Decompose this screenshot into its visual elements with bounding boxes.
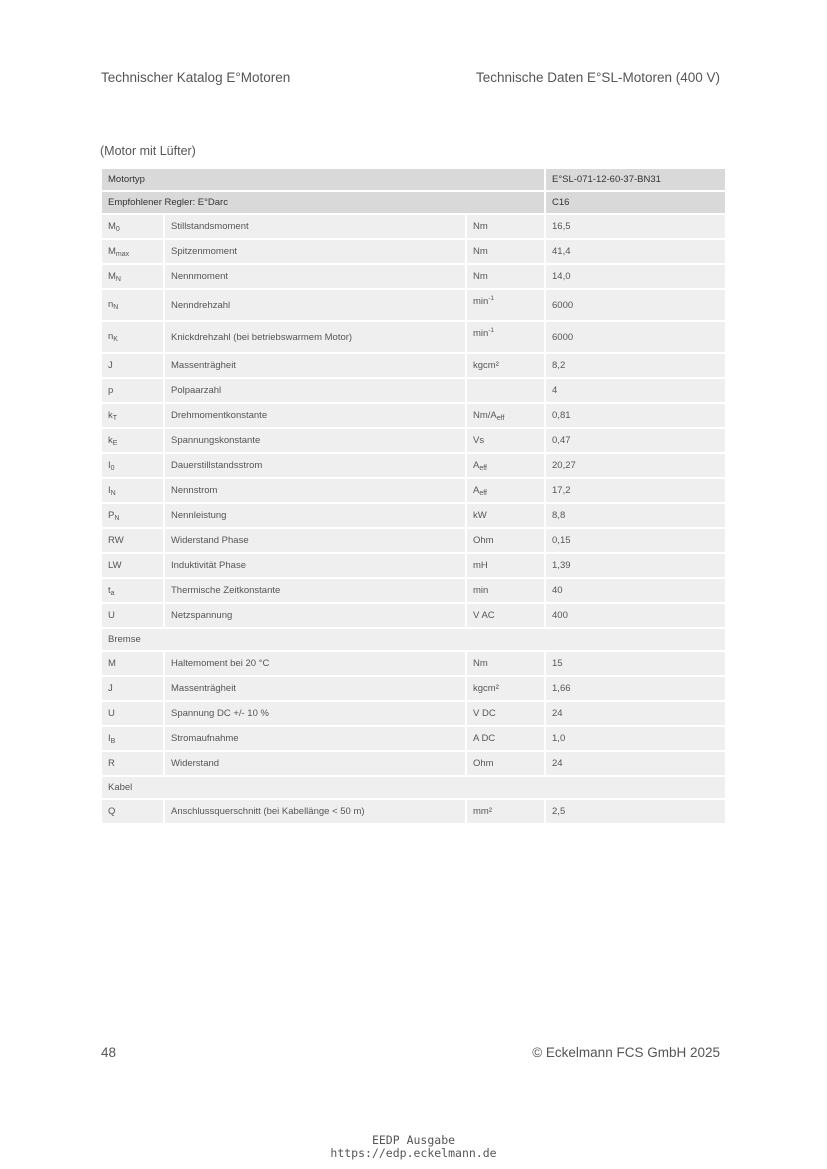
symbol: Q [108,806,116,817]
description-cell: Anschlussquerschnitt (bei Kabellänge < 50 m) [164,799,466,824]
description-cell: Polpaarzahl [164,378,466,403]
description-cell: Stromaufnahme [164,726,466,751]
header-catalog-title: Technischer Katalog E°Motoren [101,70,291,85]
symbol-subscript: N [110,489,116,497]
symbol: p [108,385,114,396]
edition-url: https://edp.eckelmann.de [330,1146,497,1160]
table-row [101,428,726,453]
value-cell: 20,27 [545,453,726,478]
symbol-cell [101,799,164,824]
unit-cell [466,264,545,289]
value-cell: 14,0 [545,264,726,289]
description-cell: Spannungskonstante [164,428,466,453]
unit-cell [466,528,545,553]
unit-cell [466,403,545,428]
motor-type-label: Motortyp [101,168,545,191]
symbol: k [108,409,113,421]
unit: Nm [473,246,488,257]
unit: A [473,484,480,496]
value-cell: 1,0 [545,726,726,751]
value-cell: 1,66 [545,676,726,701]
unit-cell [466,701,545,726]
unit: min [473,328,489,339]
unit: Nm [473,658,488,669]
unit: A DC [473,733,496,744]
unit: mH [473,560,488,571]
value-cell: 40 [545,578,726,603]
motor-spec-table [100,167,727,825]
description-cell: Thermische Zeitkonstante [164,578,466,603]
value-cell: 41,4 [545,239,726,264]
value-cell: 1,39 [545,553,726,578]
table-row [101,578,726,603]
controller-value: C16 [545,191,726,214]
description-cell: Nenndrehzahl [164,289,466,321]
value-cell: 4 [545,378,726,403]
table-row [101,751,726,776]
symbol: RW [108,535,124,546]
table-row [101,453,726,478]
section-row [101,776,726,799]
description-cell: Nennleistung [164,503,466,528]
table-row [101,403,726,428]
unit: min [473,585,489,596]
table-row [101,726,726,751]
symbol-cell [101,578,164,603]
table-row [101,676,726,701]
section-row [101,628,726,651]
symbol-subscript: T [112,414,118,422]
unit-cell [466,353,545,378]
symbol-cell [101,378,164,403]
unit: V AC [473,610,495,621]
unit-superscript: -1 [488,327,495,334]
description-cell: Massenträgheit [164,676,466,701]
table-row [101,214,726,239]
symbol-cell [101,751,164,776]
symbol-cell [101,264,164,289]
unit: mm² [473,806,492,817]
spec-table-body [101,168,726,824]
symbol-cell [101,503,164,528]
symbol-subscript: max [115,250,130,258]
description-cell: Stillstandsmoment [164,214,466,239]
controller-row [101,191,726,214]
symbol: U [108,708,115,719]
description-cell: Spitzenmoment [164,239,466,264]
symbol-cell [101,353,164,378]
symbol-cell [101,478,164,503]
symbol-cell [101,289,164,321]
value-cell: 0,81 [545,403,726,428]
table-row [101,378,726,403]
symbol: U [108,610,115,621]
symbol: P [108,509,115,521]
unit-cell [466,321,545,353]
table-row [101,239,726,264]
value-cell: 0,15 [545,528,726,553]
value-cell: 6000 [545,289,726,321]
symbol-cell [101,676,164,701]
unit-cell [466,239,545,264]
symbol-subscript: a [110,589,115,597]
unit: kgcm² [473,360,499,371]
symbol-cell [101,701,164,726]
unit: A [473,459,480,471]
symbol: M [108,245,116,257]
unit-cell [466,428,545,453]
symbol: I [108,459,111,471]
symbol: I [108,484,111,496]
unit-cell [466,651,545,676]
symbol-subscript: K [113,336,118,343]
description-cell: Knickdrehzahl (bei betriebswarmem Motor) [164,321,466,353]
table-row [101,353,726,378]
symbol-subscript: 0 [115,225,120,233]
table-row [101,289,726,321]
unit-cell [466,478,545,503]
unit: Ohm [473,758,494,769]
description-cell: Netzspannung [164,603,466,628]
unit-cell [466,676,545,701]
description-cell: Massenträgheit [164,353,466,378]
unit: Nm/A [473,409,497,421]
symbol-cell [101,239,164,264]
symbol: n [108,299,114,310]
symbol-cell [101,528,164,553]
symbol-cell [101,214,164,239]
copyright: © Eckelmann FCS GmbH 2025 [532,1045,720,1060]
table-row [101,799,726,824]
value-cell: 6000 [545,321,726,353]
controller-label: Empfohlener Regler: E°Darc [101,191,545,214]
description-cell: Drehmomentkonstante [164,403,466,428]
unit: Ohm [473,535,494,546]
unit-cell [466,726,545,751]
symbol-cell [101,726,164,751]
symbol: t [108,584,111,596]
symbol-cell [101,321,164,353]
edition-stamp: EEDP Ausgabe [371,1133,456,1147]
unit-cell [466,799,545,824]
symbol-subscript: E [112,439,118,447]
value-cell: 24 [545,701,726,726]
symbol-cell [101,453,164,478]
description-cell: Dauerstillstandsstrom [164,453,466,478]
unit-cell [466,289,545,321]
unit-cell [466,378,545,403]
value-cell: 17,2 [545,478,726,503]
value-cell: 15 [545,651,726,676]
table-row [101,553,726,578]
table-row [101,528,726,553]
table-row [101,603,726,628]
motor-type-value: E°SL-071-12-60-37-BN31 [545,168,726,191]
table-row [101,701,726,726]
description-cell: Induktivität Phase [164,553,466,578]
symbol-cell [101,553,164,578]
symbol-subscript: 0 [110,464,115,472]
symbol: M [108,270,116,282]
symbol: n [108,331,114,342]
value-cell: 16,5 [545,214,726,239]
value-cell: 8,2 [545,353,726,378]
description-cell: Nennstrom [164,478,466,503]
section-label: Kabel [101,776,726,799]
symbol: I [108,732,111,744]
unit: V DC [473,708,496,719]
unit-cell [466,751,545,776]
page-number: 48 [101,1045,117,1060]
unit-subscript: eff [479,464,487,472]
unit-cell [466,453,545,478]
table-row [101,264,726,289]
symbol: k [108,434,113,446]
symbol: J [108,683,113,694]
unit-cell [466,578,545,603]
unit-cell [466,214,545,239]
unit: kW [473,510,487,521]
symbol-cell [101,603,164,628]
symbol-cell [101,428,164,453]
symbol-cell [101,651,164,676]
motor-type-row [101,168,726,191]
symbol: M [108,658,116,669]
value-cell: 400 [545,603,726,628]
table-caption: (Motor mit Lüfter) [100,144,196,158]
symbol: J [108,360,113,371]
unit-cell [466,553,545,578]
symbol: M [108,220,116,232]
symbol-subscript: N [115,275,121,283]
description-cell: Nennmoment [164,264,466,289]
description-cell: Haltemoment bei 20 °C [164,651,466,676]
unit: Nm [473,221,488,232]
symbol-subscript: B [110,737,116,745]
value-cell: 8,8 [545,503,726,528]
header-section-title: Technische Daten E°SL-Motoren (400 V) [475,70,720,85]
value-cell: 24 [545,751,726,776]
description-cell: Spannung DC +/- 10 % [164,701,466,726]
description-cell: Widerstand Phase [164,528,466,553]
table-row [101,321,726,353]
symbol-subscript: N [114,514,120,522]
unit-cell [466,503,545,528]
section-label: Bremse [101,628,726,651]
table-row [101,478,726,503]
unit-cell [466,603,545,628]
unit: min [473,296,489,307]
description-cell: Widerstand [164,751,466,776]
unit-subscript: eff [496,414,505,422]
table-row [101,651,726,676]
table-row [101,503,726,528]
symbol: LW [108,560,122,571]
unit: kgcm² [473,683,499,694]
unit-superscript: -1 [488,295,495,302]
value-cell: 0,47 [545,428,726,453]
value-cell: 2,5 [545,799,726,824]
symbol: R [108,758,115,769]
unit: Nm [473,271,488,282]
unit-subscript: eff [479,489,487,497]
symbol-subscript: N [113,304,119,311]
unit: Vs [473,435,485,446]
symbol-cell [101,403,164,428]
